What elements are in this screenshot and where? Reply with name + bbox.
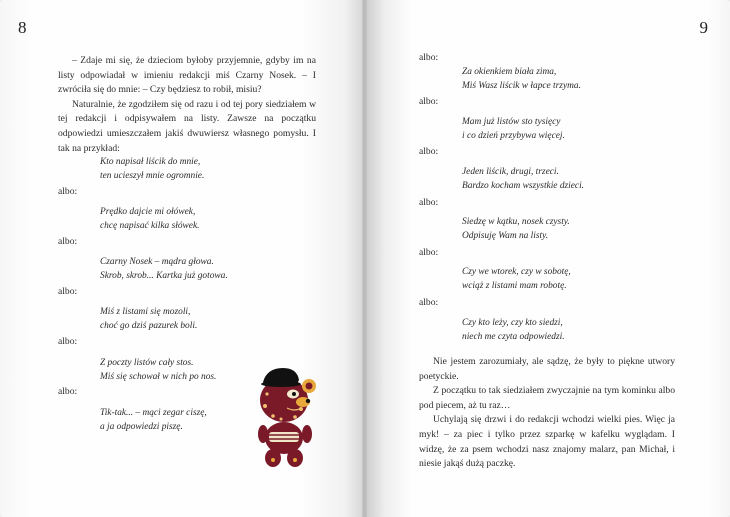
outro-paragraph-3: Uchylają się drzwi i do redakcji wchodzi wielki pies. Więc ja myk! – za piec i tylko przez szparkę w kafelku wyglądam. I widzę, że za psem wchodzi nasz znajomy malarz, pan Michał, i niesie jakąś dużą paczkę. (419, 414, 675, 470)
verse-right-6: Czy kto leży, czy kto siedzi, niech me czyta odpowiedzi. (462, 318, 565, 342)
albo-label: albo: (419, 197, 439, 208)
verse-right-5: Czy we wtorek, czy w sobotę, wciąż z listami mam robotę. (462, 267, 571, 291)
verse-right-3: Jeden liścik, drugi, trzeci. Bardzo kocham wszystkie dzieci. (462, 167, 585, 191)
albo-label: albo: (419, 247, 439, 258)
page-number-right: 9 (699, 18, 708, 37)
verse-left-5: Z poczty listów cały stos. Miś się schował w nich po nos. (100, 358, 217, 382)
intro-paragraph-1: – Zdaje mi się, że dzieciom byłoby przyjemnie, gdyby im na listy odpowiadał w imieniu redakcji miś Czarny Nosek. – I zwróciła się do mnie: – Czy będziesz to robił, misiu? (58, 55, 316, 96)
outro-prose (419, 355, 675, 472)
teddy-bear-mascot-icon (251, 362, 321, 470)
outro-paragraph-1: Nie jestem zarozumiały, ale sądzę, że były to piękne utwory poetyckie. (419, 356, 675, 382)
albo-label: albo: (419, 297, 439, 308)
albo-label: albo: (419, 96, 439, 107)
albo-label: albo: (58, 386, 78, 397)
verse-left-2: Prędko dajcie mi ołówek, chcę napisać kilka słówek. (100, 207, 200, 231)
verse-left-6: Tik-tak... – mąci zegar ciszę, a ja odpowiedzi piszę. (100, 408, 207, 432)
albo-label: albo: (58, 236, 78, 247)
verse-left-1: Kto napisał liścik do mnie, ten ucieszył mnie ogromnie. (100, 157, 205, 181)
verse-left-3: Czarny Nosek – mądra głowa. Skrob, skrob... Kartka już gotowa. (100, 257, 228, 281)
right-page (367, 0, 730, 517)
verse-right-1: Za okienkiem biała zima, Miś Wasz liścik w łapce trzyma. (462, 67, 581, 91)
albo-label: albo: (58, 286, 78, 297)
albo-label: albo: (419, 52, 439, 63)
albo-label: albo: (58, 336, 78, 347)
albo-label: albo: (58, 186, 78, 197)
outro-paragraph-2: Z początku to tak siedziałem zwyczajnie na tym kominku albo pod piecem, aż tu raz… (419, 385, 675, 411)
intro-prose (58, 54, 316, 156)
intro-paragraph-2: Naturalnie, że zgodziłem się od razu i od tej pory siedziałem w tej redakcji i odpisywałem na listy. Zawsze na początku odpowiedzi umieszczałem jakiś dwuwiersz własnego pomysłu. I tak na przykład: (58, 98, 316, 154)
verse-right-2: Mam już listów sto tysięcy i co dzień przybywa więcej. (462, 117, 565, 141)
left-page (0, 0, 362, 517)
verse-left-4: Miś z listami się mozoli, choć go dziś pazurek boli. (100, 307, 198, 331)
albo-label: albo: (419, 146, 439, 157)
page-number-left: 8 (18, 18, 27, 37)
verse-right-4: Siedzę w kątku, nosek czysty. Odpisuję Wam na listy. (462, 217, 570, 241)
